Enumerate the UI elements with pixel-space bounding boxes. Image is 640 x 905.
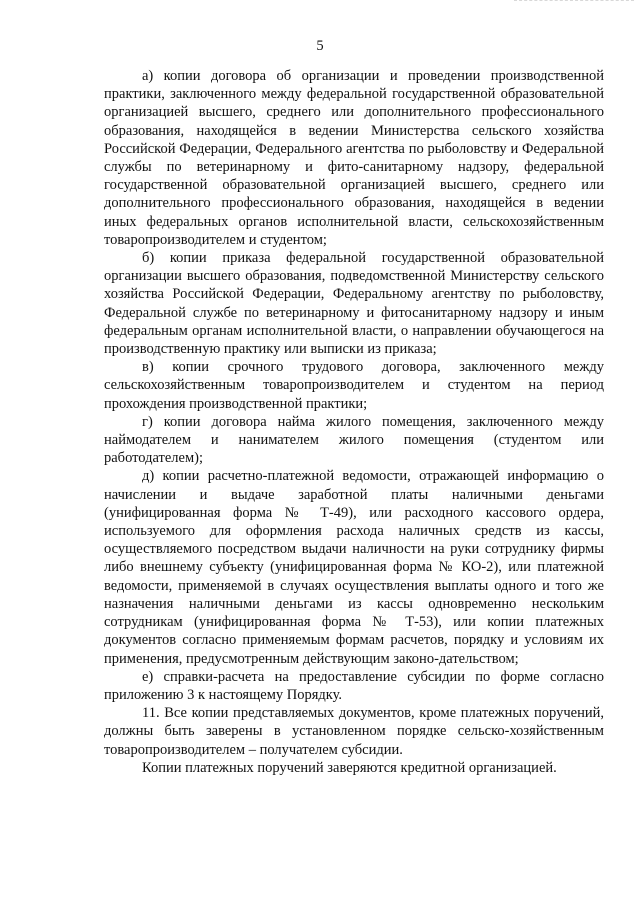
item-d-paragraph: д) копии расчетно-платежной ведомости, отражающей информацию о начислении и выдаче заработной платы наличными деньгами (унифицированная форма № Т-49), или расходного кассового ордера, используемого для оформления расхода наличных средств из кассы, осуществляемого посредством выдачи наличности на руки сотруднику фирмы либо внешнему субъекту (унифицированная форма № КО-2), или платежной ведомости, применяемой в случаях осуществления выплаты одного и того же назначения наличными деньгами из кассы одновременно нескольким сотрудникам (унифицированная форма № Т-53), или копии платежных документов согласно применяемым формам расчетов, порядку и условиям их применения, предусмотренным действующим законо-дательством; — [104, 468, 604, 667]
page-number: 5 — [316, 38, 324, 54]
item-e-paragraph: е) справки-расчета на предоставление субсидии по форме согласно приложению 3 к настоящему Порядку. — [104, 668, 604, 703]
document-body — [104, 67, 604, 777]
payment-orders-paragraph: Копии платежных поручений заверяются кредитной организацией. — [142, 759, 557, 776]
item-b-paragraph: б) копии приказа федеральной государственной образовательной организации высшего образования, подведомственной Министерству сельского хозяйства Российской Федерации, Федеральному агентству по рыболовству, Федеральной службе по ветеринарному и фитосанитарному надзору и иным федеральным органам исполнительной власти, о направлении обучающегося на производственную практику или выписки из приказа; — [104, 250, 604, 358]
item-g-paragraph: г) копии договора найма жилого помещения, заключенного между наймодателем и нанимателем жилого помещения (студентом или работодателем); — [104, 413, 604, 467]
item-a-paragraph: а) копии договора об организации и проведении производственной практики, заключенного между федеральной государственной образовательной организацией высшего, среднего или дополнительного профессионального образования, находящейся в ведении Министерства сельского хозяйства Российской Федерации, Федерального агентства по рыболовству и Федеральной службы по ветеринарному и фито-санитарному надзору, федеральной государственной образовательной организацией высшего, среднего или дополнительного профессионального образования, находящейся в ведении иных федеральных органов исполнительной власти, сельскохозяйственным товаропроизводителем и студентом; — [104, 68, 604, 248]
scan-edge-mark — [514, 0, 634, 9]
item-v-paragraph: в) копии срочного трудового договора, заключенного между сельскохозяйственным товаропроизводителем и студентом на период прохождения производственной практики; — [104, 359, 604, 412]
clause-11-paragraph: 11. Все копии представляемых документов, кроме платежных поручений, должны быть заверены в установленном порядке сельско-хозяйственным товаропроизводителем – получателем субсидии. — [104, 705, 604, 758]
